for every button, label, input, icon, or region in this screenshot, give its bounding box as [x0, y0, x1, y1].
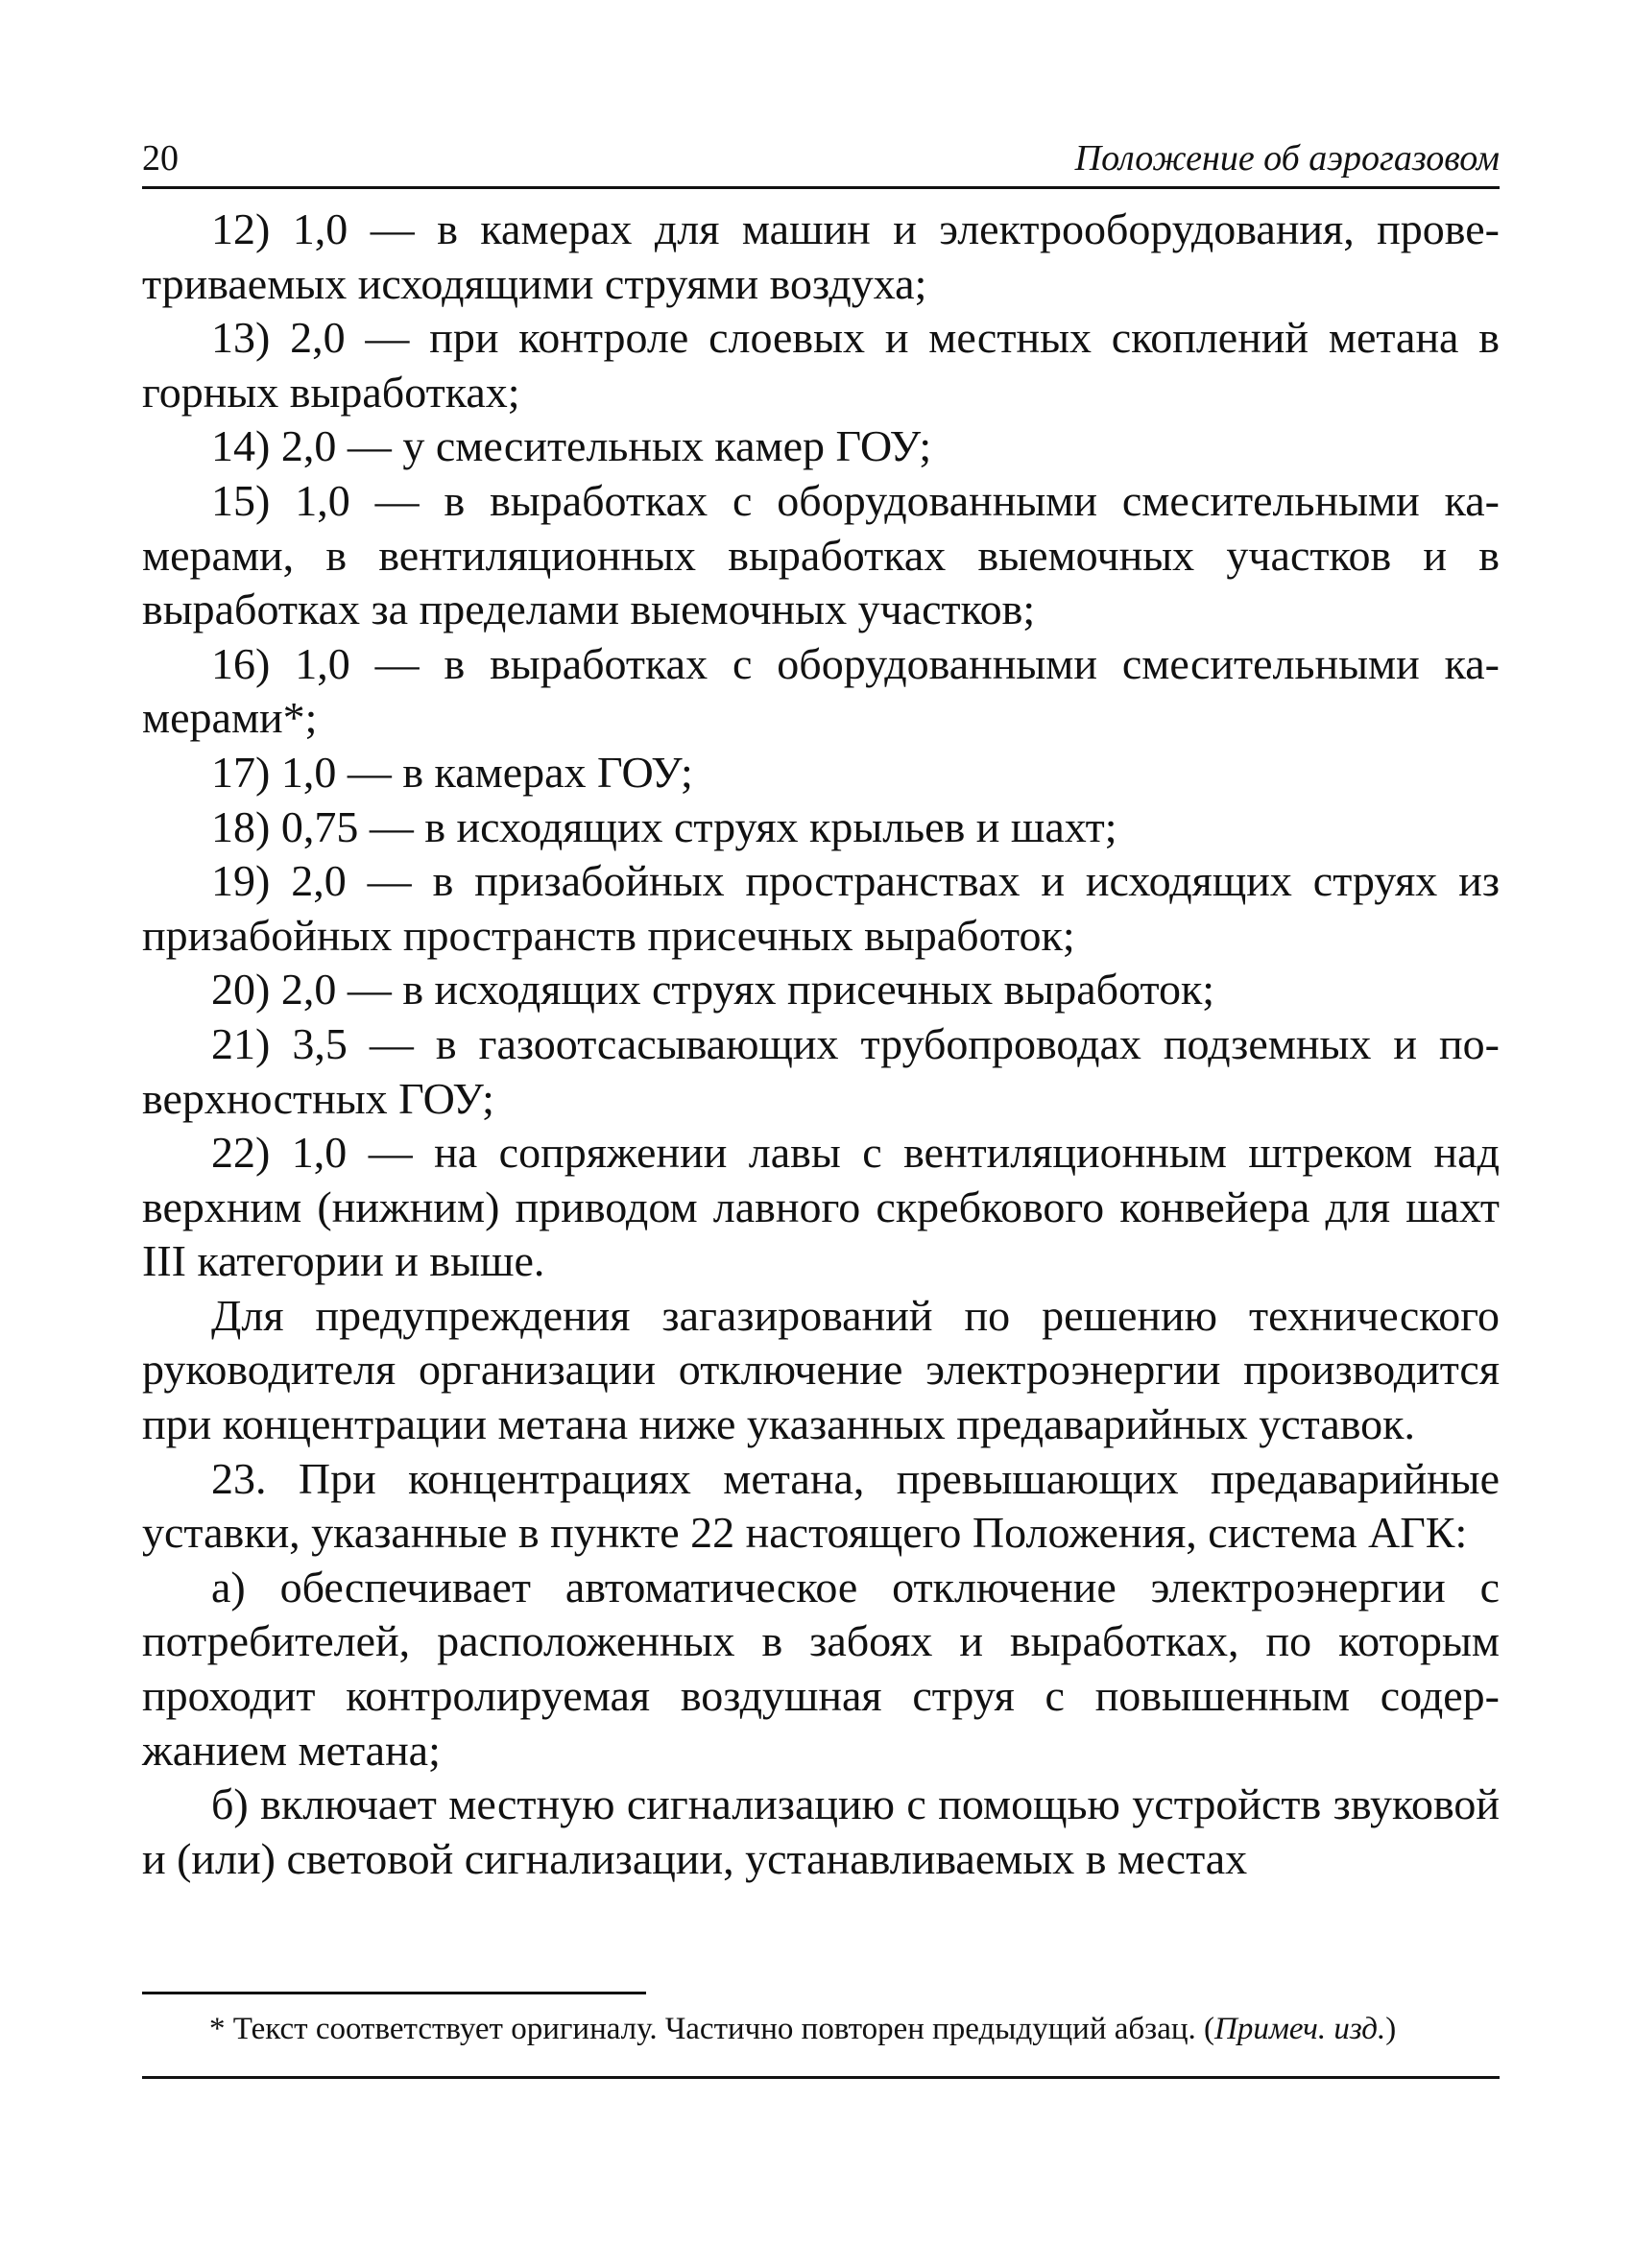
- footnote-rule: [142, 1992, 646, 1994]
- footnote-note: Примеч. изд.: [1214, 2012, 1386, 2046]
- paragraph-prevention: Для предупреждения загазирований по решению технического руководителя организации отключение электроэнергии производится при концентрации метана ниже указанных предаварийных уставок.: [142, 1290, 1500, 1449]
- list-item-18: 18) 0,75 — в исходящих струях крыльев и шахт;: [211, 801, 1117, 851]
- page-number: 20: [142, 138, 179, 179]
- list-item-16: 16) 1,0 — в выработках с оборудованными смесительными камерами*;: [142, 638, 1500, 743]
- footnote-close: ): [1385, 2012, 1397, 2046]
- list-item-19: 19) 2,0 — в призабойных пространствах и исходящих струях из призабойных пространств присечных выработок;: [142, 856, 1500, 960]
- footnote: [142, 2008, 1500, 2050]
- list-item-b: б) включает местную сигнализацию с помощью устройств звуковой и (или) световой сигнализации, устанавливаемых в местах: [142, 1779, 1500, 1883]
- bottom-rule: [142, 2076, 1500, 2079]
- list-item-12: 12) 1,0 — в камерах для машин и электрооборудования, проветриваемых исходящими струями воздуха;: [142, 204, 1500, 308]
- paragraph-23: 23. При концентрациях метана, превышающих предаварийные уставки, указанные в пункте 22 настоящего Положения, система АГК:: [142, 1453, 1500, 1558]
- list-item-21: 21) 3,5 — в газоотсасывающих трубопроводах подземных и поверхностных ГОУ;: [142, 1018, 1500, 1123]
- list-item-13: 13) 2,0 — при контроле слоевых и местных скоплений метана в горных выработках;: [142, 313, 1500, 417]
- running-title: Положение об аэрогазовом: [1074, 138, 1500, 179]
- running-head: [142, 132, 1500, 189]
- list-item-14: 14) 2,0 — у смесительных камер ГОУ;: [211, 421, 932, 471]
- list-item-a: а) обеспечивает автоматическое отключение электроэнергии с потребителей, расположенных в забоях и выработках, по которым проходит контролируемая воздушная струя с повышенным содержанием метана;: [142, 1562, 1500, 1775]
- list-item-20: 20) 2,0 — в исходящих струях присечных выработок;: [211, 965, 1215, 1015]
- list-item-17: 17) 1,0 — в камерах ГОУ;: [211, 747, 693, 797]
- body-text: [142, 203, 1500, 1886]
- footnote-text: * Текст соответствует оригиналу. Частично повторен предыдущий абзац. (: [209, 2012, 1215, 2046]
- list-item-15: 15) 1,0 — в выработках с оборудованными смесительными камерами, в вентиляционных выработках выемочных участков и в выработках за пределами выемочных участков;: [142, 475, 1500, 634]
- list-item-22: 22) 1,0 — на сопряжении лавы с вентиляционным штреком над верхним (нижним) приводом лавного скребкового конвейера для шахт III категории и выше.: [142, 1128, 1500, 1286]
